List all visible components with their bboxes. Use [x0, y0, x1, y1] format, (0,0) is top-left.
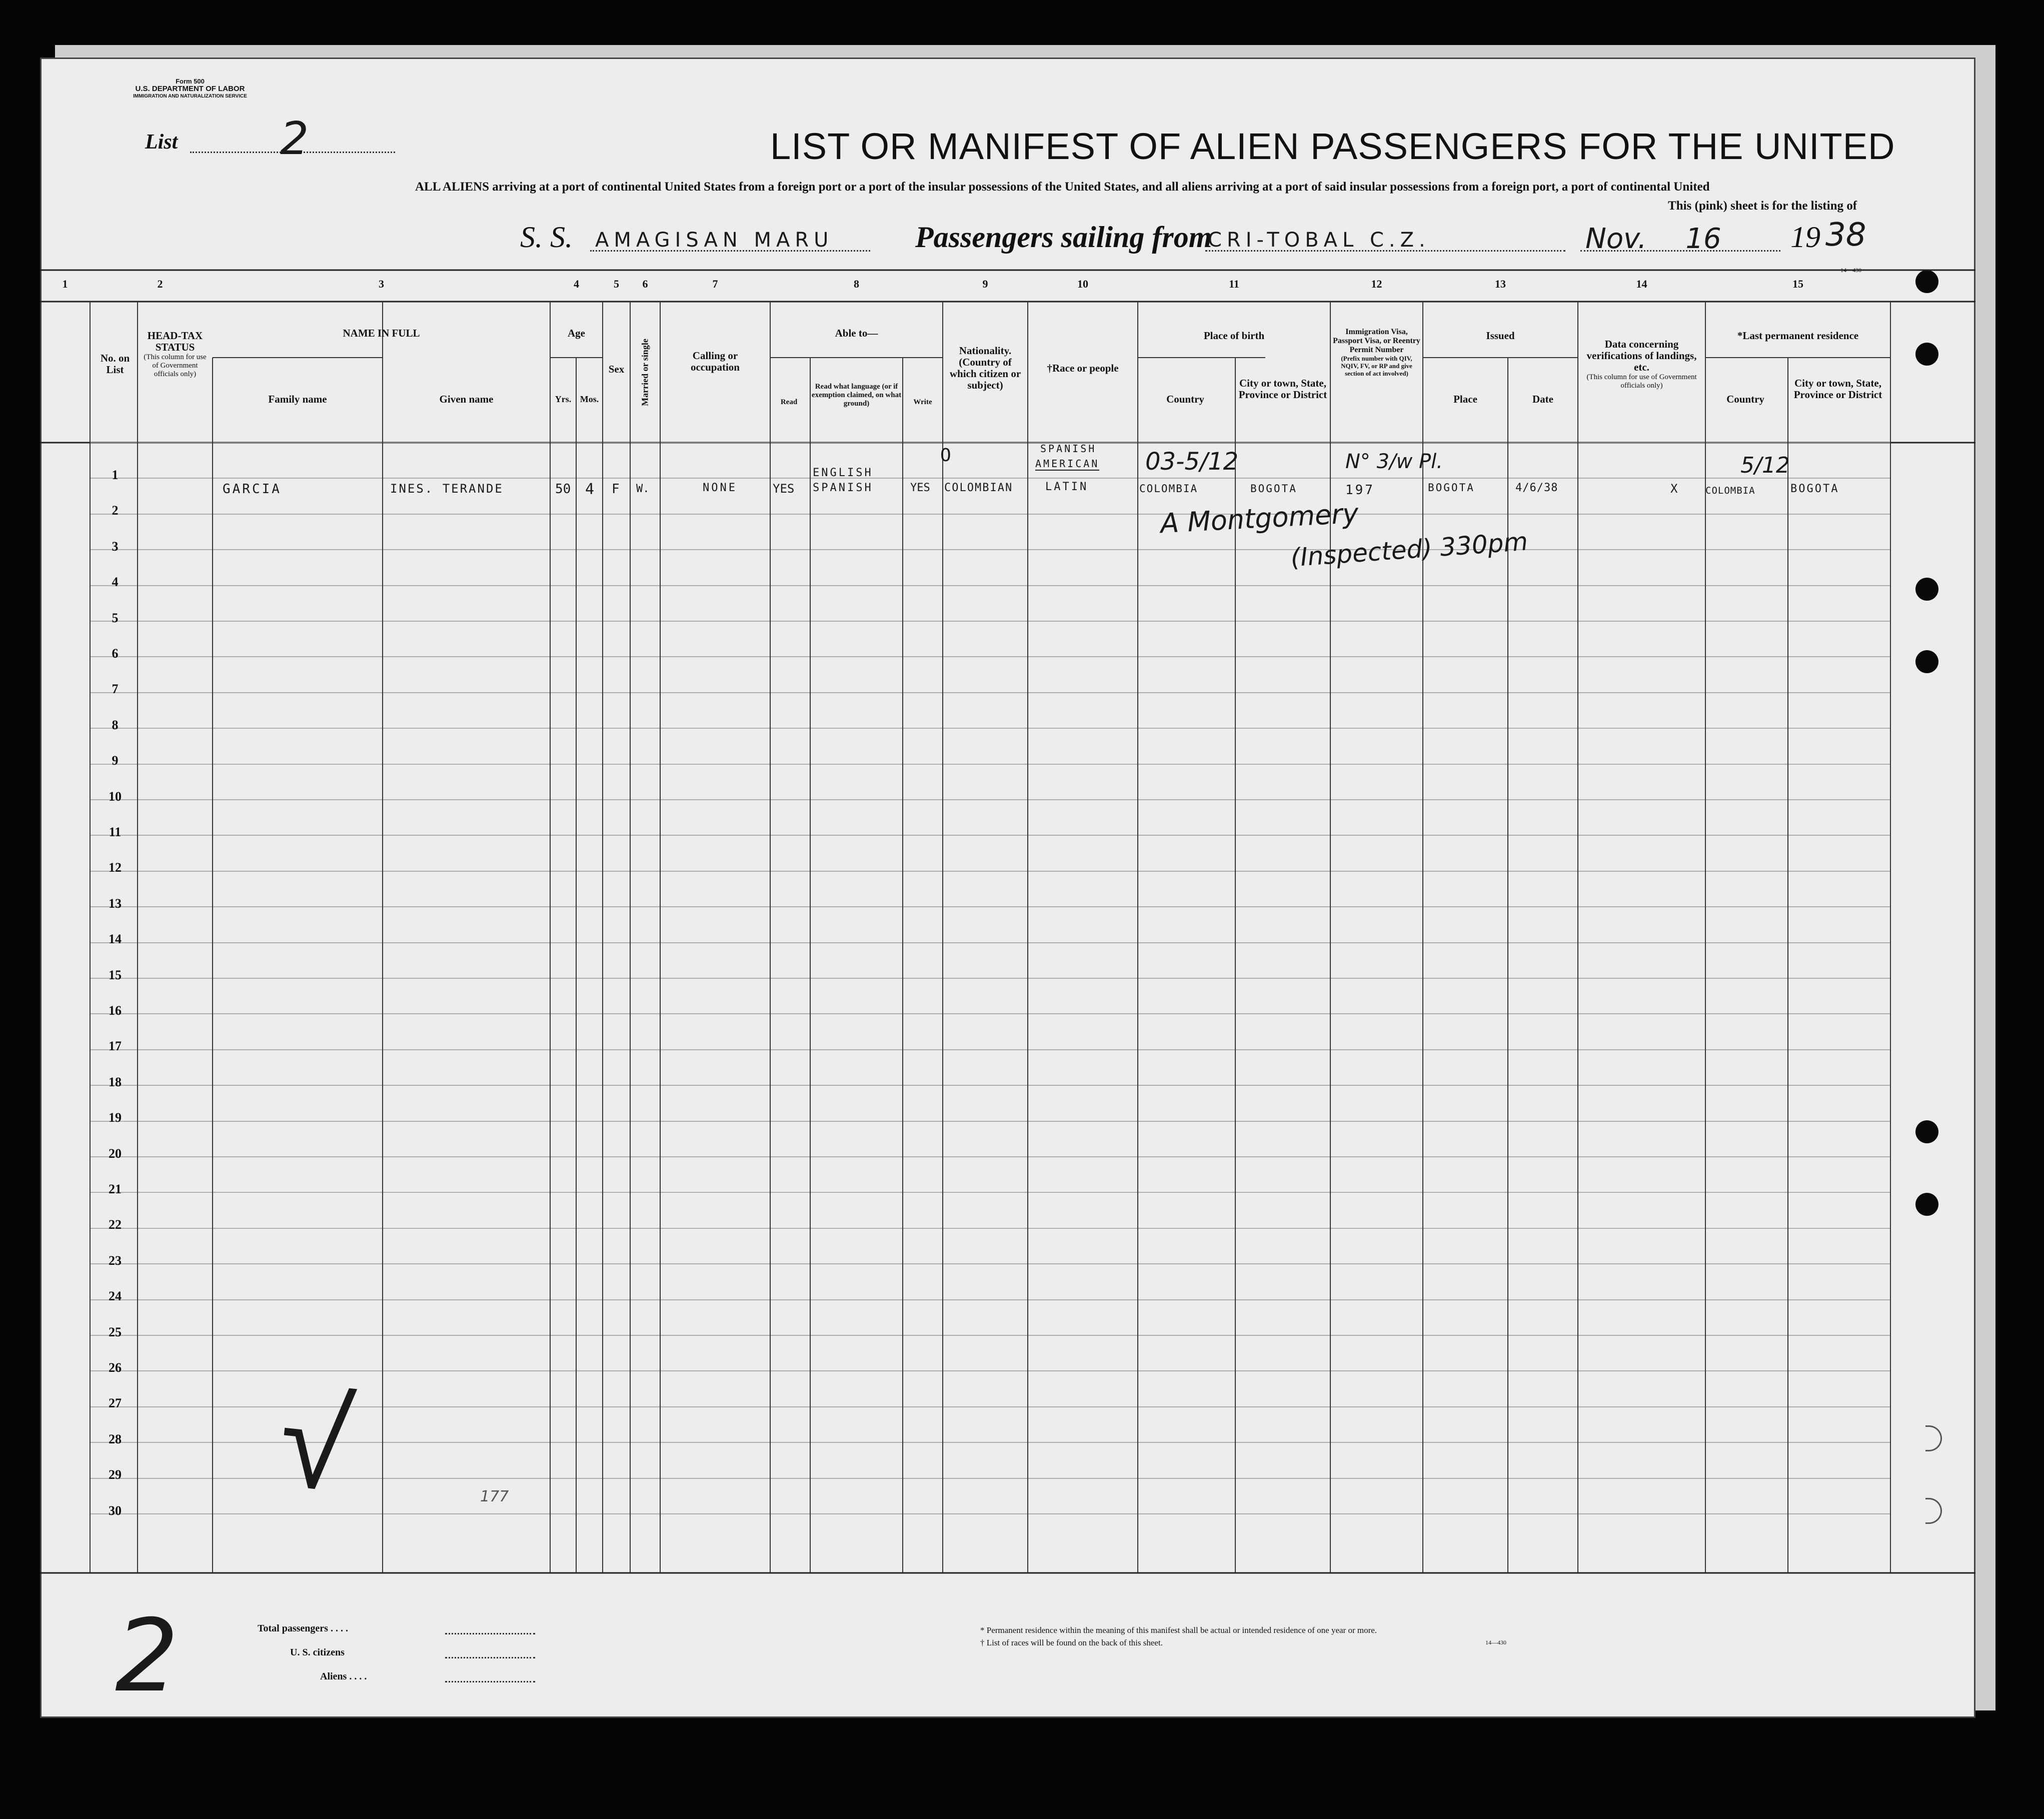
passenger-language-1: ENGLISH: [813, 467, 873, 479]
form-title: LIST OR MANIFEST OF ALIEN PASSENGERS FOR THE UNITED: [770, 126, 1895, 167]
passenger-visa-number: 197: [1345, 483, 1375, 498]
sailing-date: Nov. 16: [1585, 223, 1721, 255]
manifest-sheet: [40, 58, 1975, 1718]
hdr-head-tax: [140, 330, 210, 379]
hdr-issued-place: Place: [1453, 393, 1477, 405]
footer-note-1: * Permanent residence within the meaning of this manifest shall be actual or intended residence of one year or more.: [980, 1625, 1377, 1635]
hdr-visa-note: (Prefix number with QIV, NQIV, FV, or RP and give section of act involved): [1341, 355, 1412, 377]
hdr-race: †Race or people: [1047, 362, 1119, 374]
row-number: 20: [109, 1146, 122, 1161]
hdr-birth-city: City or town, State, Province or District: [1238, 377, 1327, 401]
row-number: 22: [109, 1217, 122, 1232]
passenger-verification: X: [1670, 482, 1680, 496]
col-num-3: 3: [379, 278, 384, 290]
row-number: 24: [109, 1289, 122, 1303]
col-num-14: 14: [1636, 278, 1647, 290]
check-mark: √: [272, 1364, 360, 1522]
hdr-age: Age: [568, 327, 585, 339]
footer-citizens-label: U. S. citizens: [290, 1647, 345, 1658]
passenger-age-mos: 4: [585, 481, 597, 498]
hdr-sex: Sex: [608, 363, 625, 375]
row-number: 27: [109, 1396, 122, 1410]
hdr-read: Read: [780, 398, 798, 406]
row-number: 26: [109, 1360, 122, 1375]
row-number: 12: [109, 860, 122, 875]
hdr-yrs: Yrs.: [555, 394, 572, 404]
passenger-race-2: AMERICAN: [1035, 458, 1100, 470]
hdr-nationality: Nationality. (Country of which citizen or subject): [949, 345, 1021, 391]
footer-code: 14—430: [1485, 1639, 1506, 1646]
passenger-issued-date: 4/6/38: [1515, 482, 1558, 494]
passenger-calling: NONE: [703, 482, 737, 494]
subtitle-line-1: ALL ALIENS arriving at a port of continental United States from a foreign port or a port of the insular possessions of the United States, and all aliens arriving at a port of said insular possessions from a foreign port, a port of continental United: [415, 180, 1710, 194]
passenger-birth-city: BOGOTA: [1250, 483, 1297, 495]
passenger-issued-place: BOGOTA: [1428, 482, 1475, 494]
hdr-no-on-list: No. on List: [100, 352, 130, 376]
row-number: 30: [109, 1503, 122, 1518]
row-number: 19: [109, 1110, 122, 1125]
footer-total-label: Total passengers . . . .: [258, 1623, 348, 1634]
hdr-data-note: (This column for use of Government officials only): [1586, 373, 1697, 390]
hdr-married: Married or single: [640, 339, 650, 406]
footer-total-line: [445, 1633, 535, 1634]
subtitle-line-2: This (pink) sheet is for the listing of: [1668, 199, 1857, 213]
row-number: 25: [109, 1325, 122, 1339]
service: IMMIGRATION AND NATURALIZATION SERVICE: [133, 94, 247, 99]
list-label: List: [145, 131, 178, 154]
row-number: 2: [112, 503, 119, 518]
hdr-name-in-full: NAME IN FULL: [343, 327, 420, 339]
footer-note-2: † List of races will be found on the back of this sheet.: [980, 1638, 1163, 1647]
hdr-read-lang: Read what language (or if exemption claimed, on what ground): [811, 383, 902, 408]
hdr-place-of-birth: Place of birth: [1203, 330, 1265, 342]
passenger-given-name: INES. TERANDE: [390, 482, 504, 496]
hdr-head-tax-note: (This column for use of Government officials only): [144, 353, 207, 378]
col-num-15: 15: [1792, 278, 1803, 290]
passenger-visa-note: N° 3/w Pl.: [1345, 450, 1443, 473]
department: U.S. DEPARTMENT OF LABOR: [135, 85, 245, 93]
col-num-1: 1: [62, 278, 68, 290]
passenger-language-2: SPANISH: [813, 482, 873, 494]
ship-name: AMAGISAN MARU: [595, 229, 834, 252]
row-number: 13: [109, 896, 122, 911]
hdr-visa: [1333, 328, 1420, 377]
inspector-note: (Inspected) 330pm: [1289, 527, 1529, 573]
hdr-res-country: Country: [1726, 393, 1764, 405]
year-prefix: 19: [1790, 221, 1820, 254]
row-number: 17: [109, 1039, 122, 1053]
row-number: 6: [112, 646, 119, 661]
row-number: 8: [112, 718, 119, 732]
hdr-issued: Issued: [1486, 330, 1515, 342]
col-num-10: 10: [1077, 278, 1088, 290]
row-number: 14: [109, 932, 122, 946]
official-signature: A Montgomery: [1159, 497, 1359, 540]
row-number: 28: [109, 1432, 122, 1446]
passenger-race-1: SPANISH: [1040, 443, 1097, 455]
col-num-6: 6: [642, 278, 648, 290]
passenger-nationality: COLOMBIAN: [944, 482, 1013, 494]
hdr-write: Write: [913, 398, 932, 406]
col-num-7: 7: [712, 278, 718, 290]
hdr-last-residence: *Last permanent residence: [1737, 330, 1859, 342]
col-num-4: 4: [574, 278, 579, 290]
passenger-read: YES: [773, 482, 795, 496]
row-number: 1: [112, 468, 119, 482]
passenger-write: YES: [910, 482, 930, 494]
page-mark: 2: [115, 1598, 179, 1714]
hdr-visa-title: Immigration Visa, Passport Visa, or Reentry Permit Number: [1333, 328, 1420, 354]
row-number: 15: [109, 968, 122, 982]
hdr-family-name: Family name: [268, 393, 327, 405]
passenger-age-yrs: 50: [555, 482, 571, 497]
hdr-head-tax-title: HEAD-TAX STATUS: [147, 330, 203, 353]
col-num-2: 2: [157, 278, 163, 290]
row-number: 23: [109, 1253, 122, 1268]
margin-note: 177: [480, 1488, 509, 1505]
row-number: 4: [112, 575, 119, 589]
hdr-res-city: City or town, State, Province or District: [1793, 377, 1882, 401]
passenger-birth-country: COLOMBIA: [1139, 483, 1198, 495]
hdr-given-name: Given name: [439, 393, 494, 405]
col-num-8: 8: [854, 278, 859, 290]
row-number: 9: [112, 753, 119, 768]
row-number: 7: [112, 682, 119, 696]
col-num-13: 13: [1495, 278, 1506, 290]
passenger-nationality-mark: O: [940, 445, 953, 466]
row-number: 18: [109, 1075, 122, 1089]
ss-label: S. S.: [520, 221, 573, 254]
hdr-data-concerning: [1583, 339, 1700, 390]
hdr-mos: Mos.: [580, 394, 599, 404]
col-num-9: 9: [982, 278, 988, 290]
passenger-sex: F: [612, 482, 622, 497]
row-number: 11: [109, 825, 122, 839]
row-number: 5: [112, 611, 119, 625]
col-num-12: 12: [1371, 278, 1382, 290]
footer-aliens-line: [445, 1681, 535, 1682]
passenger-res-city: BOGOTA: [1790, 483, 1839, 495]
hdr-calling: Calling or occupation: [690, 350, 740, 373]
row-number: 29: [109, 1467, 122, 1482]
sailing-label: Passengers sailing from: [915, 221, 1212, 254]
year-value: 38: [1825, 217, 1866, 254]
passenger-family-name: GARCIA: [223, 482, 282, 497]
hdr-able-to: Able to—: [835, 327, 878, 339]
col-num-5: 5: [614, 278, 619, 290]
row-number: 16: [109, 1003, 122, 1018]
row-number: 21: [109, 1182, 122, 1196]
footer-citizens-line: [445, 1657, 535, 1658]
hdr-issued-date: Date: [1532, 393, 1553, 405]
corner-code: 14—430: [1840, 267, 1861, 274]
passenger-res-note: 5/12: [1740, 453, 1790, 478]
passenger-res-country: COLOMBIA: [1705, 485, 1755, 496]
hdr-data-title: Data concerning verifications of landings, etc.: [1586, 338, 1697, 373]
footer-aliens-label: Aliens . . . .: [320, 1671, 367, 1682]
sailing-from: CRI-TOBAL C.Z.: [1208, 229, 1430, 252]
hdr-birth-country: Country: [1166, 393, 1204, 405]
form-number: Form 500: [176, 78, 205, 85]
col-num-11: 11: [1229, 278, 1239, 290]
passenger-race-3: LATIN: [1045, 481, 1089, 493]
row-number: 3: [112, 539, 119, 554]
passenger-marital: W.: [636, 483, 650, 495]
list-value: 2: [280, 113, 309, 165]
passenger-birth-note: 03-5/12: [1145, 448, 1239, 476]
row-number: 10: [109, 789, 122, 804]
